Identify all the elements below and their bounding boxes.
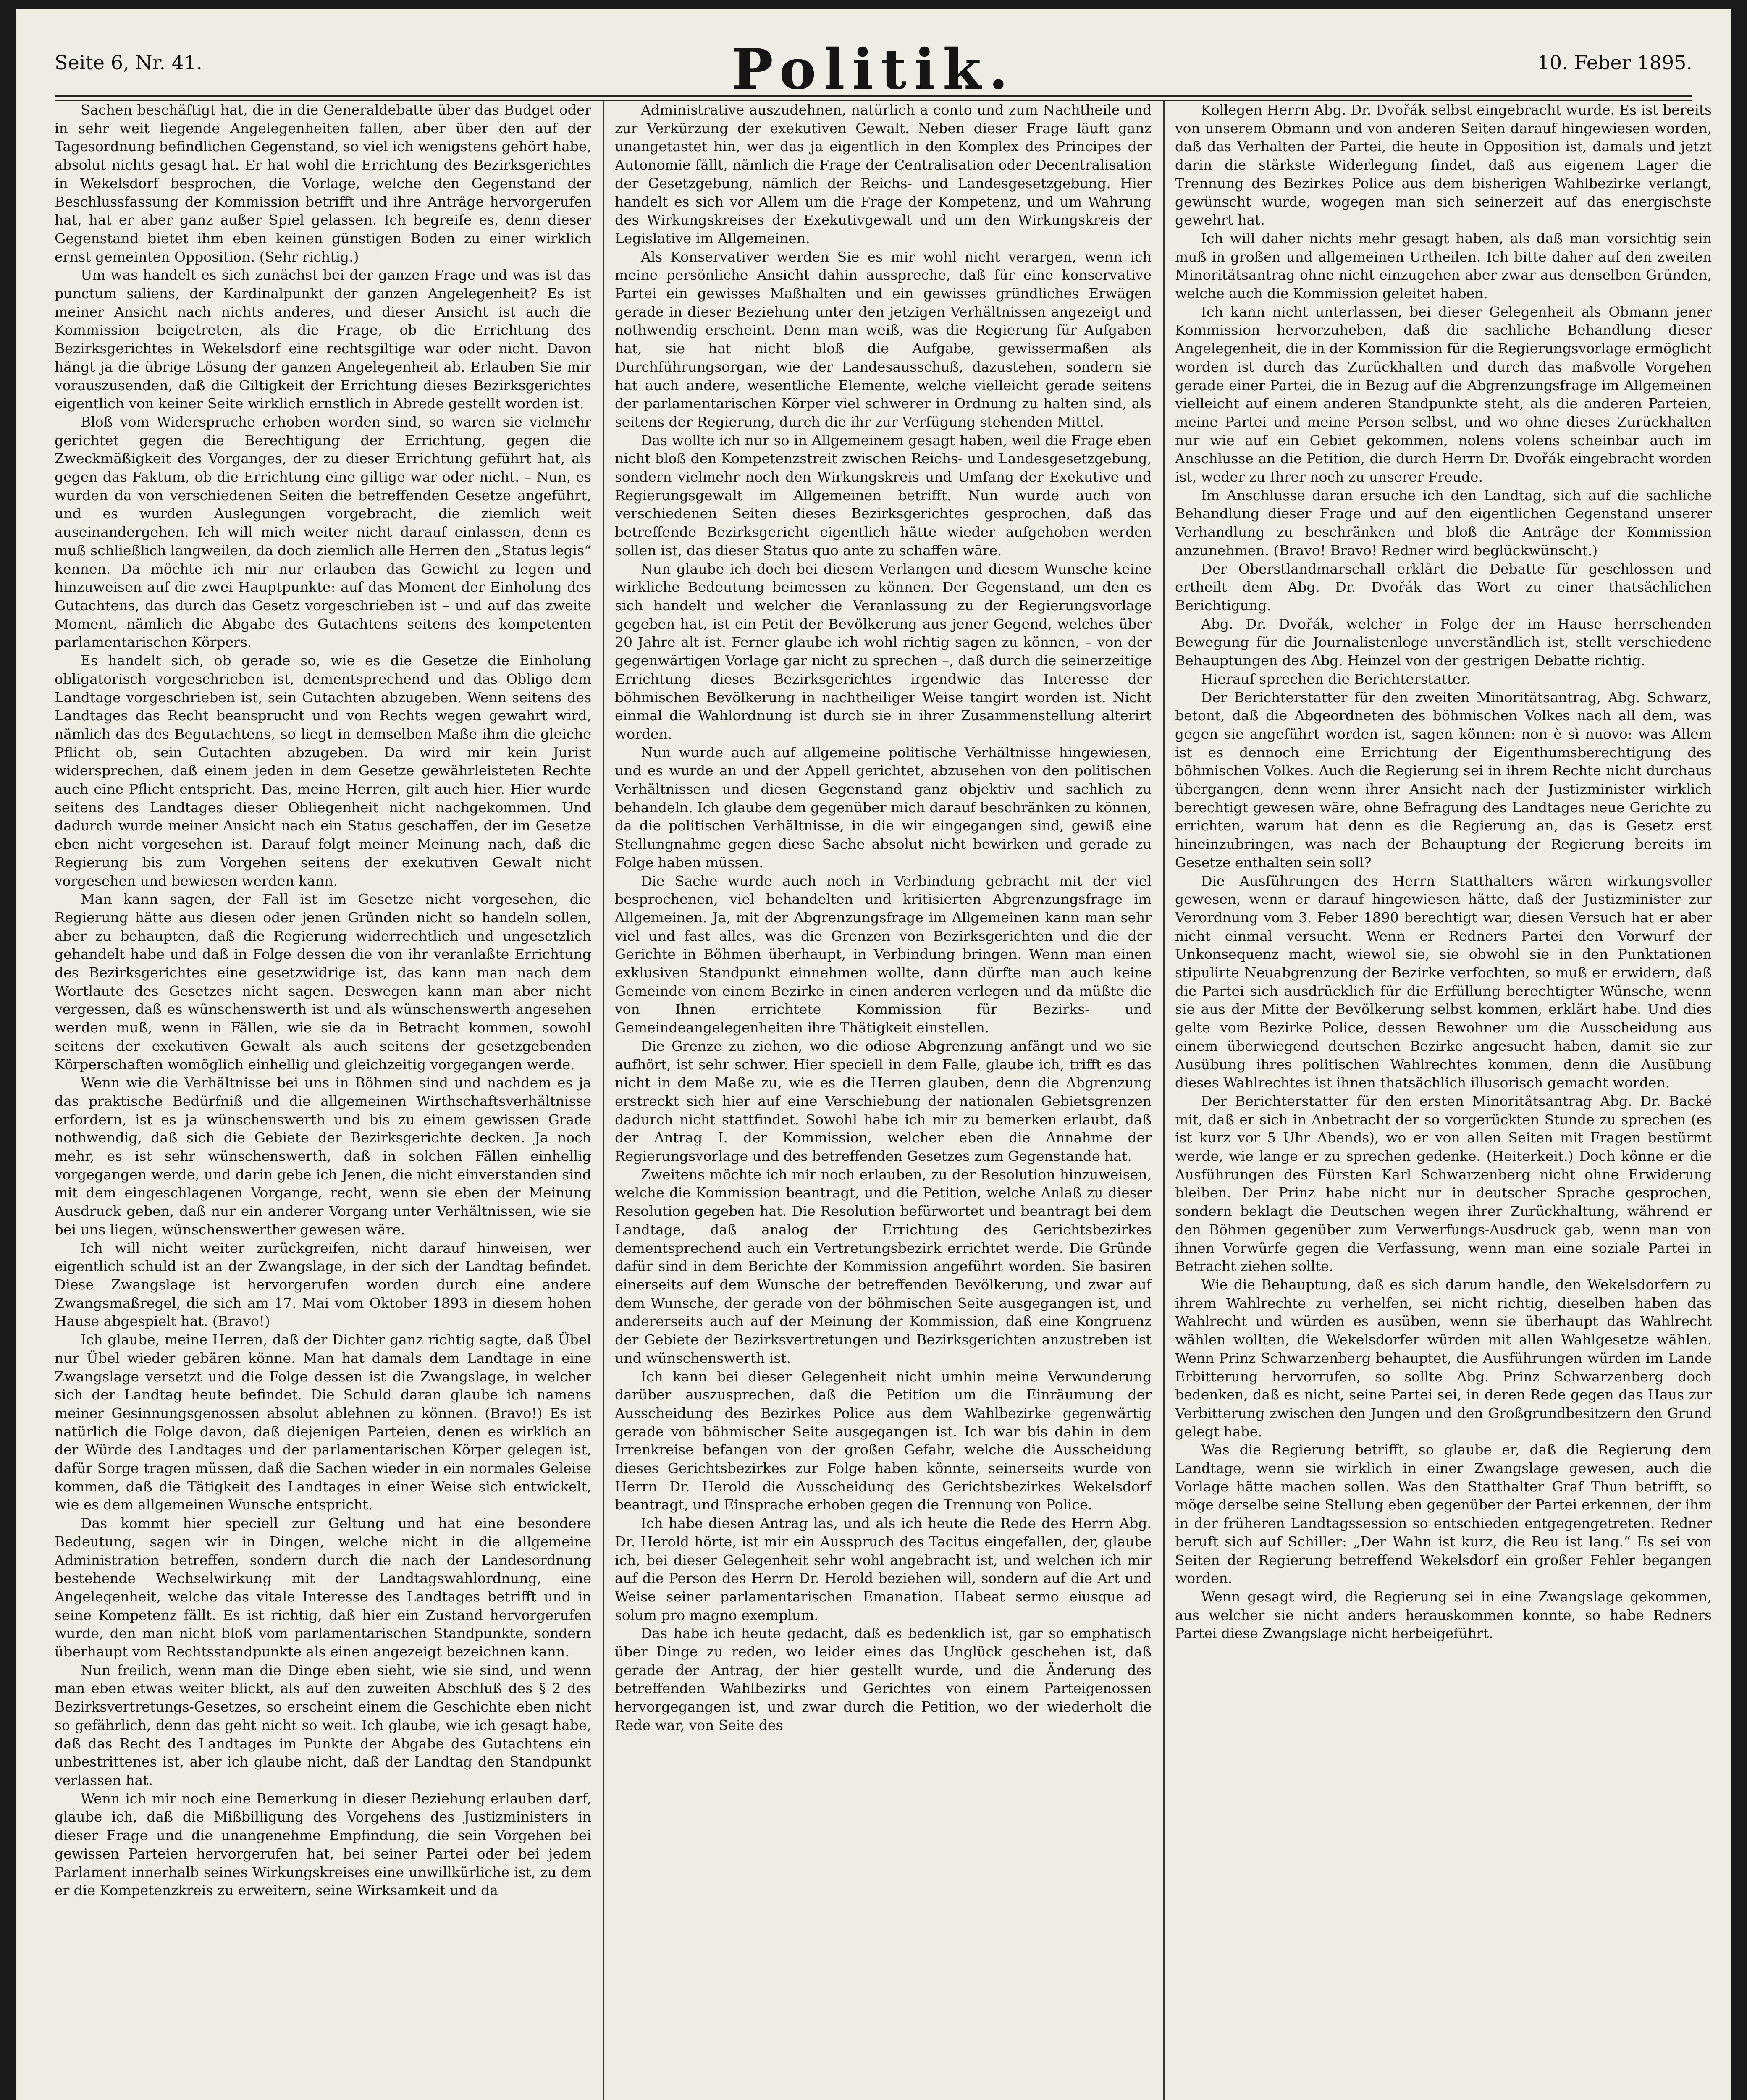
article-paragraph: Nun wurde auch auf allgemeine politische Verhältnisse hingewiesen, und es wurde an und der Appell gerichtet, abzusehen von den politischen Verhältnissen und diesen Gegenstand ganz objektiv und sachlich zu behandeln. Ich glaube dem gegenüber mich darauf beschränken zu können, da die politischen Verhältnisse, in die wir eingegangen sind, gewiß eine Stellungnahme gegen diese Sache absolut nicht bewirken und gerade zu Folge haben müssen. — [615, 744, 1152, 871]
article-paragraph: Das habe ich heute gedacht, daß es bedenklich ist, gar so emphatisch über Dinge zu reden, wo leider eines das Unglück geschehen ist, daß gerade der Antrag, der hier gestellt wurde, und die Änderung des betreffenden Wahlbezirks und Gerichtes von einem Parteigenossen hervorgegangen ist, und zwar durch die Petition, wo der wiederholt die Rede war, von Seite des — [615, 1625, 1152, 1733]
article-paragraph: Administrative auszudehnen, natürlich a conto und zum Nachtheile und zur Verkürzung der exekutiven Gewalt. Neben dieser Frage läuft ganz unangetastet hin, wer das ja eigentlich in den Komplex des Principes der Autonomie fällt, nämlich die Frage der Centralisation oder Decentralisation der Gesetzgebung, nämlich der Reichs- und Landesgesetzgebung. Hier handelt es sich vor Allem um die Frage der Kompetenz, und um Wahrung des Wirkungskreises der Exekutivgewalt und um den Wirkungskreis der Legislative im Allgemeinen. — [615, 102, 1152, 247]
article-paragraph: Zweitens möchte ich mir noch erlauben, zu der Resolution hinzuweisen, welche die Kommission beantragt, und die Petition, welche Anlaß zu dieser Resolution gegeben hat. Die Resolution befürwortet und beantragt bei dem Landtage, daß analog der Errichtung des Gerichtsbezirkes dementsprechend auch ein Vertretungsbezirk errichtet werde. Die Gründe dafür sind in dem Berichte der Kommission angeführt worden. Sie basiren einerseits auf dem Wunsche der betreffenden Bevölkerung, und zwar auf dem Wunsche, der gerade von der böhmischen Seite ausgegangen ist, und andererseits auch auf der Meinung der Kommission, daß eine Kongruenz der Gebiete der Bezirksvertretungen und Bezirksgerichten anzustreben ist und wünschenswerth ist. — [615, 1166, 1152, 1366]
article-paragraph: Ich habe diesen Antrag las, und als ich heute die Rede des Herrn Abg. Dr. Herold hörte, ist mir ein Ausspruch des Tacitus eingefallen, der, glaube ich, bei dieser Gelegenheit sehr wohl angebracht ist, und welchen ich mir auf die Person des Herrn Dr. Herold beziehen will, sondern auf die Art und Weise seiner parlamentarischen Emanation. Habeat sermo eiusque ad solum pro magno exemplum. — [615, 1515, 1152, 1623]
article-paragraph: Das kommt hier speciell zur Geltung und hat eine besondere Bedeutung, sagen wir in Dingen, welche nicht in die allgemeine Administration betreffen, sondern durch die nach der Landesordnung bestehende Wechselwirkung mit der Landtagswahlordnung, eine Angelegenheit, welche das vitale Interesse des Landtages betrifft und in seine Kompetenz fällt. Es ist richtig, daß hier ein Zustand hervorgerufen wurde, den man nicht bloß vom parlamentarischen Standpunkte, sondern überhaupt vom Rechtsstandpunkte als einen angezeigt bezeichnen kann. — [55, 1515, 591, 1660]
column-1 — [55, 101, 591, 2100]
article-paragraph: Um was handelt es sich zunächst bei der ganzen Frage und was ist das punctum saliens, der Kardinalpunkt der ganzen Angelegenheit? Es ist meiner Ansicht nach nichts anderes, und dieser Ansicht ist auch die Kommission beigetreten, als die Frage, ob die Errichtung des Bezirksgerichtes in Wekelsdorf eine rechtsgiltige war oder nicht. Davon hängt ja die übrige Lösung der ganzen Angelegenheit ab. Erlauben Sie mir vorauszusenden, daß die Giltigkeit der Errichtung dieses Bezirksgerichtes eigentlich von keiner Seite wirklich ernstlich in Abrede gestellt worden ist. — [55, 267, 591, 412]
article-paragraph: Hierauf sprechen die Berichterstatter. — [1201, 670, 1471, 687]
article-paragraph: Wenn wie die Verhältnisse bei uns in Böhmen sind und nachdem es ja das praktische Bedürfniß und die allgemeinen Wirthschaftsverhältnisse erfordern, ist es ja wünschenswerth und bis zu einem gewissen Grade nothwendig, daß sich die Gebiete der Bezirksgerichte decken. Ja noch mehr, es ist sehr wünschenswerth, daß in solchen Fällen einhellig vorgegangen werde, und darin gebe ich Jenen, die nicht einverstanden sind mit dem eingeschlagenen Vorgange, recht, wenn sie eben der Meinung Ausdruck geben, daß nur ein anderer Vorgang unter Verhältnissen, wie sie bei uns liegen, wünschenswerther gewesen wäre. — [55, 1074, 591, 1238]
section-title: Politik. — [731, 37, 1016, 102]
article-paragraph: Wenn ich mir noch eine Bemerkung in dieser Beziehung erlauben darf, glaube ich, daß die Mißbilligung des Vorgehens des Justizministers in dieser Frage und die unangenehme Empfindung, die sein Vorgehen bei gewissen Parteien hervorgerufen hat, bei seiner Partei oder bei jedem Parlament innerhalb seines Wirkungskreises eine unwillkürliche ist, zu dem er die Kompetenzkreis zu erweitern, seine Wirksamkeit und da — [55, 1790, 591, 1899]
column-divider — [603, 101, 604, 2100]
article-paragraph: Wie die Behauptung, daß es sich darum handle, den Wekelsdorfern zu ihrem Wahlrechte zu verhelfen, sei nicht richtig, dieselben haben das Wahlrecht und würden es ausüben, wenn sie überhaupt das Wahlrecht wählen wollten, die Wekelsdorfer würden mit allen Wahlgesetze wählen. Wenn Prinz Schwarzenberg behauptet, die Ausführungen würden im Lande Erbitterung hervorrufen, so sollte Abg. Prinz Schwarzenberg doch bedenken, daß es nicht, seine Partei sei, in deren Rede gegen das Haus zur Verbitterung zwischen den Jungen und den Großgrundbesitzern den Grund gelegt habe. — [1175, 1276, 1712, 1440]
article-paragraph: Nun freilich, wenn man die Dinge eben sieht, wie sie sind, und wenn man eben etwas weiter blickt, als auf den zuweiten Abschluß des § 2 des Bezirksvertretungs-Gesetzes, so erscheint einem die Geschichte eben nicht so gefährlich, denn das geht nicht so weit. Ich glaube, wie ich gesagt habe, daß das Recht des Landtages im Punkte der Abgabe des Gutachtens ein unbestrittenes ist, aber ich glaube nicht, daß der Landtag den Standpunkt verlassen hat. — [55, 1662, 591, 1788]
article-paragraph: Die Ausführungen des Herrn Statthalters wären wirkungsvoller gewesen, wenn er darauf hingewiesen hätte, daß der Justizminister zur Verordnung vom 3. Feber 1890 berechtigt war, diesen Versuch hat er aber nicht einmal versucht. Wenn er Redners Partei den Vorwurf der Unkonsequenz macht, wiewol sie, sie obwohl sie in den Punktationen stipulirte Neuabgrenzung der Bezirke verfochten, so muß er erwidern, daß die Partei sich ausdrücklich für die Erfüllung berechtigter Wünsche, wenn sie aus der Mitte der Bevölkerung selbst kommen, erklärt habe. Und dies gelte vom Bezirke Police, dessen Bewohner um die Ausscheidung aus einem überwiegend deutschen Bezirke angesucht haben, damit sie zur Ausübung ihres politischen Wahlrechtes kommen, denn die Ausübung dieses Wahlrechtes ist ihnen thatsächlich illusorisch gemacht worden. — [1175, 872, 1712, 1091]
page-number: Seite 6, Nr. 41. — [55, 51, 202, 74]
article-paragraph: Die Sache wurde auch noch in Verbindung gebracht mit der viel besprochenen, viel behandelten und kritisierten Abgrenzungsfrage im Allgemeinen. Ja, mit der Abgrenzungsfrage im Allgemeinen kann man sehr viel und fast alles, was die Grenzen von Bezirksgerichten und die der Gerichte in Böhmen überhaupt, in Verbindung bringen. Wenn man einen exklusiven Standpunkt einnehmen wollte, dann dürfte man auch keine Gemeinde von einem Bezirke in einen anderen verlegen und da müßte die von Ihnen errichtete Kommission für Bezirks- und Gemeindeangelegenheiten ihre Thätigkeit einstellen. — [615, 872, 1152, 1036]
article-paragraph: Wenn gesagt wird, die Regierung sei in eine Zwangslage gekommen, aus welcher sie nicht anders herauskommen konnte, so habe Redners Partei diese Zwangslage nicht herbeigeführt. — [1175, 1588, 1712, 1642]
article-paragraph: Im Anschlusse daran ersuche ich den Landtag, sich auf die sachliche Behandlung dieser Frage und auf den eigentlichen Gegenstand unserer Verhandlung zu beschränken und bloß die Anträge der Kommission anzunehmen. (Bravo! Bravo! Redner wird beglückwünscht.) — [1175, 487, 1712, 559]
article-paragraph: Der Oberstlandmarschall erklärt die Debatte für geschlossen und ertheilt dem Abg. Dr. Dvořák das Wort zu einer thatsächlichen Berichtigung. — [1175, 560, 1712, 614]
article-paragraph: Man kann sagen, der Fall ist im Gesetze nicht vorgesehen, die Regierung hätte aus diesen oder jenen Gründen nicht so handeln sollen, aber zu behaupten, daß die Regierung widerrechtlich und ungesetzlich gehandelt habe und daß in Folge dessen die von ihr veranlaßte Errichtung des Bezirksgerichtes eine gesetzwidrige ist, das kann man nach dem Wortlaute des Gesetzes nicht sagen. Deswegen kann man aber nicht vergessen, daß es wünschenswerth ist und als wünschenswerth angesehen werden muß, wenn in Fällen, wie sie da in Betracht kommen, sowohl seitens der exekutiven Gewalt als auch seitens der gesetzgebenden Körperschaften womöglich einhellig und gleichzeitig vorgegangen werde. — [55, 891, 591, 1073]
article-paragraph: Was die Regierung betrifft, so glaube er, daß die Regierung dem Landtage, wenn sie wirklich in einer Zwangslage gewesen, auch die Vorlage hätte machen sollen. Was den Statthalter Graf Thun betrifft, so möge derselbe seine Stellung eben gegenüber der Partei erkennen, der ihm in der früheren Landtagssession so entschieden entgegengetreten. Redner beruft sich auf Schiller: „Der Wahn ist kurz, die Reu ist lang.“ Es sei von Seiten der Regierung betreffend Wekelsdorf ein großer Fehler begangen worden. — [1175, 1441, 1712, 1587]
article-paragraph: Ich kann nicht unterlassen, bei dieser Gelegenheit als Obmann jener Kommission hervorzuheben, daß die sachliche Behandlung dieser Angelegenheit, die in der Kommission für die Regierungsvorlage ermöglicht worden ist durch das Zurückhalten und durch das maßvolle Vorgehen gerade einer Partei, die in Bezug auf die Abgrenzungsfrage im Allgemeinen vielleicht auf einem anderen Standpunkte steht, als die anderen Parteien, meine Partei und meine Person selbst, und wo ohne dieses Zurückhalten nur wie auf ein Gebiet gekommen, nolens volens scheinbar auch im Anschlusse an die Petition, die durch Herrn Dr. Dvořák eingebracht worden ist, weder zu Ihrer noch zu unserer Freude. — [1175, 303, 1712, 486]
article-paragraph: Der Berichterstatter für den ersten Minoritätsantrag Abg. Dr. Backé mit, daß er sich in Anbetracht der so vorgerückten Stunde zu sprechen (es ist kurz vor 5 Uhr Abends), wo er von allen Seiten mit Fragen bestürmt werde, wie lange er zu sprechen gedenke. (Heiterkeit.) Doch könne er die Ausführungen des Fürsten Karl Schwarzenberg nicht ohne Erwiderung bleiben. Der Prinz habe nicht nur in deutscher Sprache gesprochen, sondern beklagt die Deutschen wegen ihrer Zurückhaltung, während er den Böhmen gegenüber zum Verwerfungs-Ausdruck gab, wenn man von ihnen Vorwürfe gegen die Verfassung, wenn man eine soziale Partei in Betracht ziehen sollte. — [1175, 1092, 1712, 1275]
article-paragraph: Sachen beschäftigt hat, die in die Generaldebatte über das Budget oder in sehr weit liegende Angelegenheiten fallen, aber über den auf der Tagesordnung befindlichen Gegenstand, so viel ich wenigstens gehört habe, absolut nichts gesagt hat. Er hat wohl die Errichtung des Bezirksgerichtes in Wekelsdorf besprochen, die Vorlage, welche den Gegenstand der Beschlussfassung der Kommission betrifft und ihre Anträge hervorgerufen hat, hat er aber ganz außer Spiel gelassen. Ich begreife es, denn dieser Gegenstand bietet ihm eben keinen günstigen Boden zu einer wirklich ernst gemeinten Opposition. (Sehr richtig.) — [55, 102, 591, 265]
article-paragraph: Der Berichterstatter für den zweiten Minoritätsantrag, Abg. Schwarz, betont, daß die Abgeordneten des böhmischen Volkes nach all dem, was gegen sie angeführt worden ist, sagen können: non è sì nuovo: was Allem ist es dennoch eine Errichtung der Eigenthumsberechtigung des böhmischen Volkes. Auch die Regierung sei in ihrem Rechte nicht durchaus übergangen, denn wenn ihrer Ansicht nach der Justizminister wirklich berechtigt gewesen wäre, ohne Befragung des Landtages neue Gerichte zu errichten, warum hat denn es die Regierung an, das is Gesetz erst hineinzubringen, was nach der Behauptung der Regierung bereits im Gesetze enthalten sein soll? — [1175, 689, 1712, 871]
text-columns — [55, 101, 1712, 2100]
article-paragraph: Die Grenze zu ziehen, wo die odiose Abgrenzung anfängt und wo sie aufhört, ist sehr schwer. Hier speciell in dem Falle, glaube ich, trifft es das nicht in dem Maße zu, wie es die Herren glauben, denn die Abgrenzung erstreckt sich hier auf eine Verschiebung der nationalen Gebietsgrenzen dadurch nicht stattfindet. Sowohl habe ich mir zu bemerken erlaubt, daß der Antrag I. der Kommission, welcher eben die Annahme der Regierungsvorlage und des betreffenden Gesetzes zum Gegenstande hat. — [615, 1037, 1152, 1165]
article-paragraph: Ich kann bei dieser Gelegenheit nicht umhin meine Verwunderung darüber auszusprechen, daß die Petition um die Einräumung der Ausscheidung des Bezirkes Police aus dem Wahlbezirke gegenwärtig gerade von böhmischer Seite ausgegangen ist. Ich war bis dahin in dem Irrenkreise befangen von der großen Gefahr, welche die Ausscheidung dieses Gerichtsbezirkes zur Folge haben könnte, seinerseits wurde von Herrn Dr. Herold die Ausscheidung des Gerichtsbezirkes Wekelsdorf beantragt, und Einsprache erhoben gegen die Trennung von Police. — [615, 1368, 1152, 1513]
header-rule — [55, 95, 1692, 97]
issue-date: 10. Feber 1895. — [1537, 51, 1692, 74]
article-paragraph: Kollegen Herrn Abg. Dr. Dvořák selbst eingebracht wurde. Es ist bereits von unserem Obmann und von anderen Seiten darauf hingewiesen worden, daß das Verhalten der Partei, die heute in Opposition ist, damals und jetzt darin die stärkste Widerlegung findet, daß aus eigenem Lager die Trennung des Bezirkes Police aus dem bisherigen Wahlbezirke verlangt, gewünscht wurde, wogegen man sich seinerzeit auf das energischste gewehrt hat. — [1175, 102, 1712, 228]
article-paragraph: Es handelt sich, ob gerade so, wie es die Gesetze die Einholung obligatorisch vorgeschrieben ist, dementsprechend und das Obligo dem Landtage vorgeschrieben ist, sein Gutachten abzugeben. Wenn seitens des Landtages das Recht beansprucht und von Rechts wegen gewahrt wird, nämlich das des Begutachtens, so liegt in demselben Maße ihm die gleiche Pflicht ob, sein Gutachten abzugeben. Da wird mir kein Jurist widersprechen, daß einem jeden in dem Gesetze gewährleisteten Rechte auch eine Pflicht entspricht. Das, meine Herren, gilt auch hier. Hier wurde seitens des Landtages dieser Obliegenheit nicht nachgekommen. Und dadurch wurde meiner Ansicht nach ein Status geschaffen, der im Gesetze eben nicht vorgesehen ist. Darauf folgt meiner Meinung nach, daß die Regierung bis zum Vorgehen seitens der exekutiven Gewalt nicht vorgesehen und bewiesen werden kann. — [55, 652, 591, 889]
article-paragraph: Bloß vom Widerspruche erhoben worden sind, so waren sie vielmehr gerichtet gegen die Berechtigung der Errichtung, gegen die Zweckmäßigkeit des Vorganges, der zu dieser Errichtung geführt hat, als gegen das Faktum, ob die Errichtung eine giltige war oder nicht. – Nun, es wurden da von verschiedenen Seiten die betreffenden Gesetze angeführt, und es wurden Auslegungen vorgebracht, die ziemlich weit auseinandergehen. Ich will mich weiter nicht darauf einlassen, denn es muß schließlich langweilen, da doch ziemlich alle Herren den „Status legis“ kennen. Da möchte ich mir nur erlauben das Gewicht zu legen und hinzuweisen auf die zwei Hauptpunkte: auf das Moment der Einholung des Gutachtens, das durch das Gesetz vorgeschrieben ist – und auf das zweite Moment, nämlich die Abgabe des Gutachtens seitens des kompetenten parlamentarischen Körpers. — [55, 413, 591, 651]
column-3 — [1175, 101, 1712, 2100]
article-paragraph: Das wollte ich nur so in Allgemeinem gesagt haben, weil die Frage eben nicht bloß den Kompetenzstreit zwischen Reichs- und Landesgesetzgebung, sondern vielmehr noch den Wirkungskreis und Umfang der Exekutive und Regierungsgewalt im Allgemeinen betrifft. Nun wurde auch von verschiedenen Seiten dieses Bezirksgerichtes gesprochen, daß das betreffende Bezirksgericht eigentlich hätte wieder aufgehoben werden sollen ist, das dieser Status quo ante zu schaffen wäre. — [615, 432, 1152, 559]
article-paragraph: Ich will daher nichts mehr gesagt haben, als daß man vorsichtig sein muß in großen und allgemeinen Urtheilen. Ich bitte daher auf den zweiten Minoritätsantrag ohne nicht einzugehen aber zwar aus denselben Gründen, welche auch die Kommission geleitet haben. — [1175, 230, 1712, 302]
column-divider — [1163, 101, 1165, 2100]
column-2 — [615, 101, 1152, 2100]
article-paragraph: Abg. Dr. Dvořák, welcher in Folge der im Hause herrschenden Bewegung für die Journalistenloge unverständlich ist, stellt verschiedene Behauptungen des Abg. Heinzel von der gestrigen Debatte richtig. — [1175, 615, 1712, 669]
article-paragraph: Nun glaube ich doch bei diesem Verlangen und diesem Wunsche keine wirkliche Bedeutung beimessen zu können. Der Gegenstand, um den es sich handelt und welcher die Veranlassung zu der Regierungsvorlage gegeben hat, ist ein Petit der Bevölkerung aus jener Gegend, welches über 20 Jahre alt ist. Ferner glaube ich wohl richtig sagen zu können, – von der gegenwärtigen Vorlage gar nicht zu sprechen –, daß durch die seinerzeitige Errichtung dieses Bezirksgerichtes irgendwie das Interesse der böhmischen Bevölkerung in nachtheiliger Weise tangirt worden ist. Nicht einmal die Wahlordnung ist durch sie in ihrer Zusammenstellung alterirt worden. — [615, 560, 1152, 742]
article-paragraph: Ich glaube, meine Herren, daß der Dichter ganz richtig sagte, daß Übel nur Übel wieder gebären könne. Man hat damals dem Landtage in eine Zwangslage versetzt und die Folge dessen ist die Zwangslage, in welcher sich der Landtag heute befindet. Die Schuld daran glaube ich namens meiner Gesinnungsgenossen absolut ablehnen zu können. (Bravo!) Es ist natürlich die Folge davon, daß diejenigen Parteien, denen es wirklich an der Würde des Landtages und der parlamentarischen Körper gelegen ist, dafür Sorge tragen müssen, daß die Sachen wieder in ein normales Geleise kommen, daß die Tätigkeit des Landtages in einer Weise sich entwickelt, wie es dem allgemeinen Wunsche entspricht. — [55, 1331, 591, 1513]
article-paragraph: Als Konservativer werden Sie es mir wohl nicht verargen, wenn ich meine persönliche Ansicht dahin ausspreche, daß für eine konservative Partei ein gewisses Maßhalten und ein gewisses gründliches Erwägen gerade in dieser Beziehung unter den jetzigen Verhältnissen angezeigt und nothwendig erscheint. Denn man weiß, was die Regierung für Aufgaben hat, sie hat nicht bloß die Aufgabe, gewissermaßen als Durchführungsorgan, wie der Landesausschuß, dazustehen, sondern sie hat auch andere, wesentliche Elemente, welche vielleicht gerade seitens der parlamentarischen Körper viel schwerer in Ordnung zu halten sind, als seitens der Regierung, durch die ihr zur Verfügung stehenden Mittel. — [615, 248, 1152, 430]
article-paragraph: Ich will nicht weiter zurückgreifen, nicht darauf hinweisen, wer eigentlich schuld ist an der Zwangslage, in der sich der Landtag befindet. Diese Zwangslage ist hervorgerufen worden durch eine andere Zwangsmaßregel, die sich am 17. Mai vom Oktober 1893 in diesem hohen Hause abgespielt hat. (Bravo!) — [55, 1239, 591, 1330]
